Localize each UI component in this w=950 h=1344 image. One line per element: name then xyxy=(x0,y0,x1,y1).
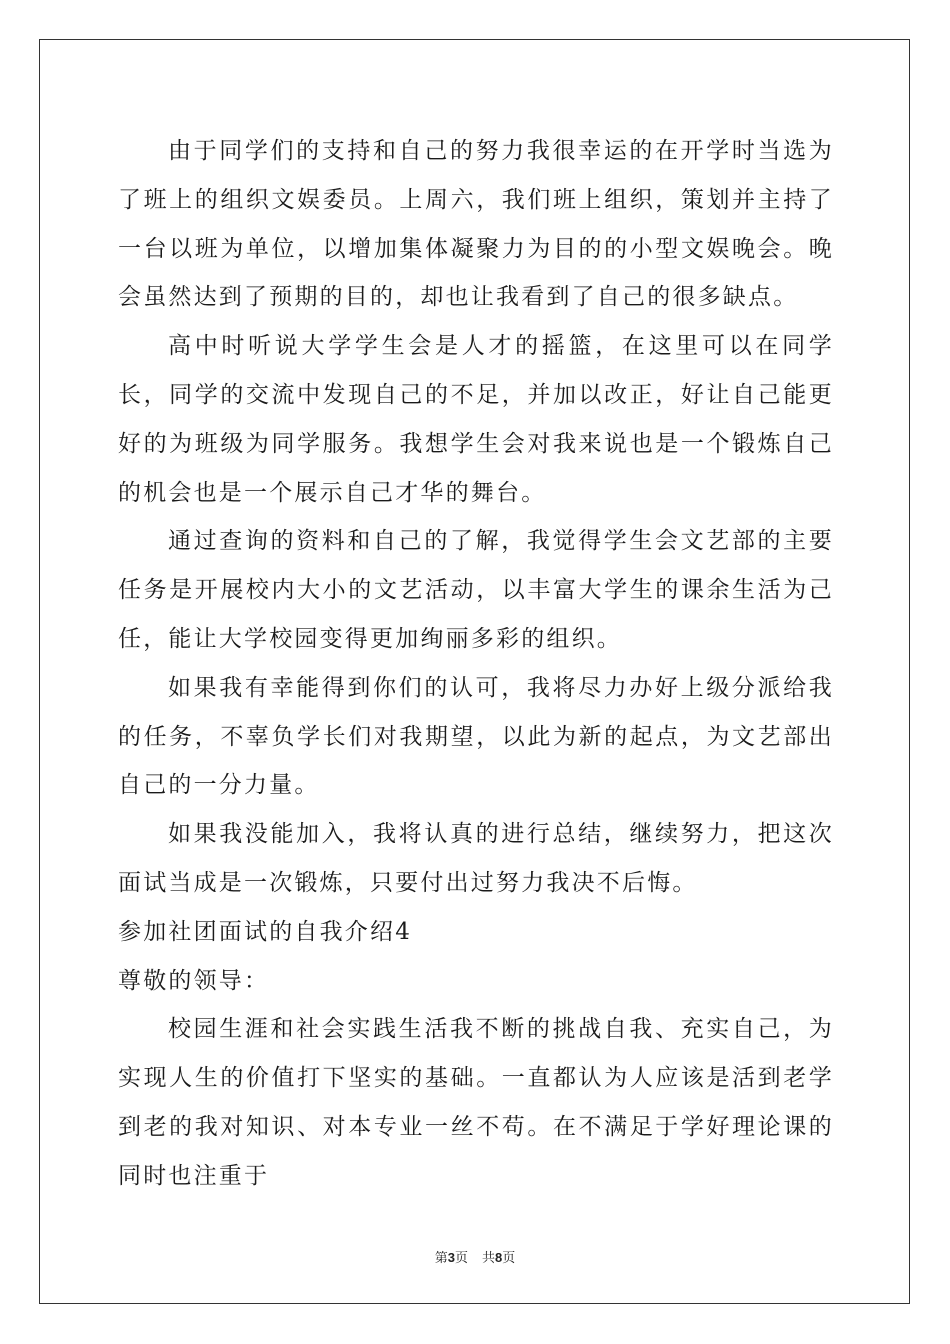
paragraph: 如果我有幸能得到你们的认可，我将尽力办好上级分派给我的任务，不辜负学长们对我期望，以此为新的起点，为文艺部出自己的一分力量。 xyxy=(118,674,834,799)
salutation: 尊敬的领导： xyxy=(118,967,270,994)
footer-prefix: 第 xyxy=(434,1251,448,1266)
paragraph: 通过查询的资料和自己的了解，我觉得学生会文艺部的主要任务是开展校内大小的文艺活动，以丰富大学生的课余生活为己任，能让大学校园变得更加绚丽多彩的组织。 xyxy=(118,528,834,652)
paragraph: 如果我没能加入，我将认真的进行总结，继续努力，把这次面试当成是一次锻炼，只要付出过努力我决不后悔。 xyxy=(118,821,834,896)
section-heading: 参加社团面试的自我介绍4 xyxy=(118,918,413,945)
document-body xyxy=(118,127,834,1201)
current-page-number: 3 xyxy=(447,1250,455,1265)
total-pages-number: 8 xyxy=(495,1250,503,1265)
paragraph: 高中时听说大学学生会是人才的摇篮，在这里可以在同学长，同学的交流中发现自己的不足，并加以改正，好让自己能更好的为班级为同学服务。我想学生会对我来说也是一个锻炼自己的机会也是一个展示自己才华的舞台。 xyxy=(118,333,834,506)
page-footer xyxy=(0,1247,950,1266)
footer-total-suffix: 页 xyxy=(502,1251,516,1266)
footer-total-prefix: 共 xyxy=(482,1251,496,1266)
footer-page-suffix: 页 xyxy=(454,1251,468,1266)
paragraph: 校园生涯和社会实践生活我不断的挑战自我、充实自己，为实现人生的价值打下坚实的基础。一直都认为人应该是活到老学到老的我对知识、对本专业一丝不苟。在不满足于学好理论课的同时也注重于 xyxy=(118,1016,834,1189)
paragraph: 由于同学们的支持和自己的努力我很幸运的在开学时当选为了班上的组织文娱委员。上周六，我们班上组织，策划并主持了一台以班为单位，以增加集体凝聚力为目的的小型文娱晚会。晚会虽然达到了预期的目的，却也让我看到了自己的很多缺点。 xyxy=(118,138,834,311)
